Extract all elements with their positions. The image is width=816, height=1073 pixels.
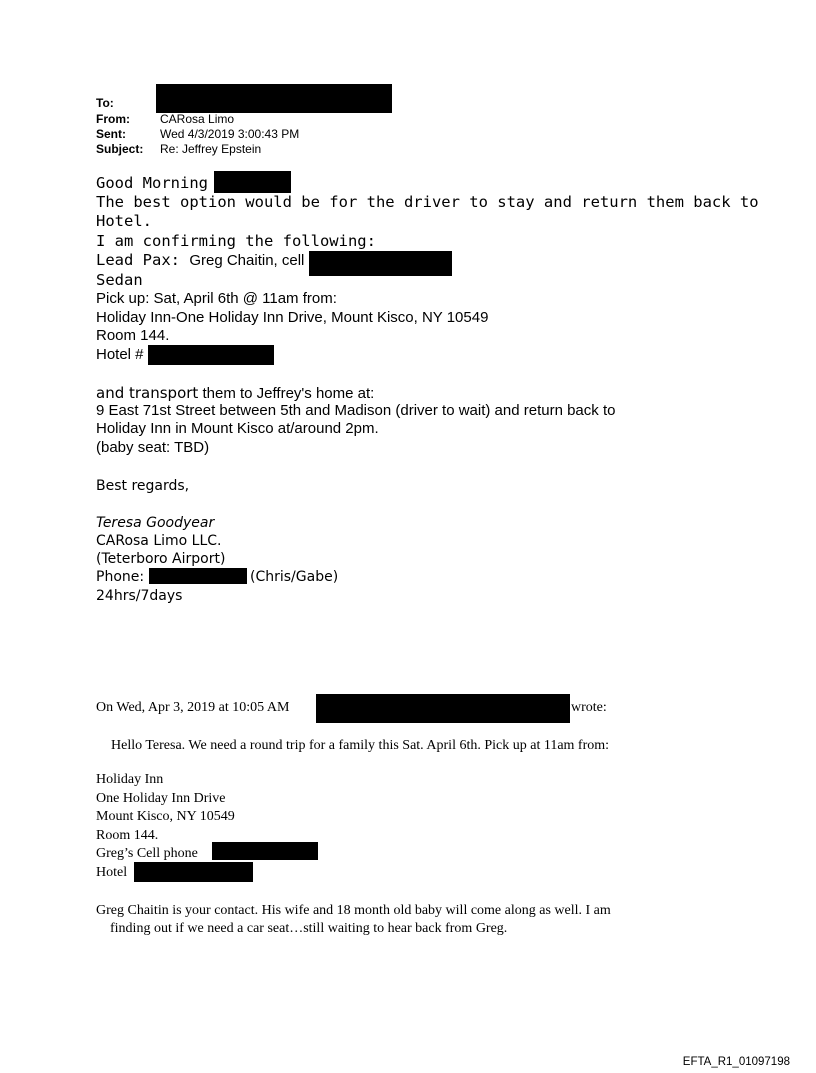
best-option-line: The best option would be for the driver to stay and return them back to — [96, 193, 759, 211]
address-line-2: Holiday Inn in Mount Kisco at/around 2pm. — [96, 420, 379, 437]
redacted-sender — [316, 694, 570, 723]
signature-company: CARosa Limo LLC. — [96, 533, 222, 549]
from-label: From: — [96, 112, 130, 126]
redacted-recipient — [156, 84, 392, 113]
sent-row — [96, 127, 299, 142]
redacted-hotel-phone — [134, 862, 253, 882]
pickup-address: Holiday Inn-One Holiday Inn Drive, Mount Kisco, NY 10549 — [96, 309, 489, 326]
signature-location: (Teterboro Airport) — [96, 551, 226, 567]
signature-hours: 24hrs/7days — [96, 588, 183, 604]
quoted-address-4: Room 144. — [96, 828, 159, 843]
room-line: Room 144. — [96, 327, 170, 344]
sent-label: Sent: — [96, 127, 126, 141]
signature-phone-label: Phone: — [96, 569, 145, 585]
to-label: To: — [96, 96, 114, 110]
redacted-greeting-name — [214, 171, 291, 193]
lead-pax-prefix: Lead Pax: — [96, 251, 190, 269]
quoted-cell-label: Greg’s Cell phone — [96, 846, 198, 861]
document-id: EFTA_R1_01097198 — [682, 1056, 790, 1068]
lead-pax-line — [96, 251, 304, 271]
subject-value: Re: Jeffrey Epstein — [160, 142, 262, 156]
quoted-address-3: Mount Kisco, NY 10549 — [96, 809, 235, 824]
pickup-line: Pick up: Sat, April 6th @ 11am from: — [96, 290, 337, 307]
regards: Best regards, — [96, 478, 190, 494]
quoted-hotel-label: Hotel — [96, 865, 128, 880]
transport-line — [96, 384, 374, 404]
address-line-1: 9 East 71st Street between 5th and Madison (driver to wait) and return back to — [96, 402, 616, 419]
sedan-line: Sedan — [96, 271, 143, 289]
signature-phone-suffix: (Chris/Gabe) — [250, 569, 339, 585]
quoted-contact-line-2: finding out if we need a car seat…still waiting to hear back from Greg. — [110, 921, 508, 936]
quoted-address-1: Holiday Inn — [96, 772, 164, 787]
to-row — [96, 96, 160, 111]
from-row — [96, 112, 234, 127]
hotel-line: Hotel. — [96, 212, 152, 230]
from-value: CARosa Limo — [160, 112, 235, 126]
redacted-cell-number — [309, 251, 452, 276]
quoted-contact-line-1: Greg Chaitin is your contact. His wife and 18 month old baby will come along as well. I am — [96, 903, 611, 918]
greeting: Good Morning — [96, 174, 208, 192]
quoted-hello-line: Hello Teresa. We need a round trip for a family this Sat. April 6th. Pick up at 11am from: — [111, 738, 610, 753]
transport-prefix: and transport — [96, 384, 199, 402]
subject-row — [96, 142, 261, 157]
hotel-number-label: Hotel # — [96, 346, 144, 363]
transport-rest: them to Jeffrey's home at: — [198, 385, 375, 402]
redacted-greg-cell — [212, 842, 318, 860]
quoted-intro-prefix: On Wed, Apr 3, 2019 at 10:05 AM — [96, 700, 290, 715]
sent-value: Wed 4/3/2019 3:00:43 PM — [160, 127, 300, 141]
lead-pax-value: Greg Chaitin, cell — [189, 252, 305, 269]
quoted-address-2: One Holiday Inn Drive — [96, 791, 226, 806]
redacted-hotel-number — [148, 345, 274, 365]
baby-seat-line: (baby seat: TBD) — [96, 439, 210, 456]
confirming-line: I am confirming the following: — [96, 232, 376, 250]
signature-name: Teresa Goodyear — [96, 515, 215, 531]
redacted-phone-number — [149, 568, 247, 584]
quoted-intro-suffix: wrote: — [571, 700, 607, 715]
subject-label: Subject: — [96, 142, 144, 156]
